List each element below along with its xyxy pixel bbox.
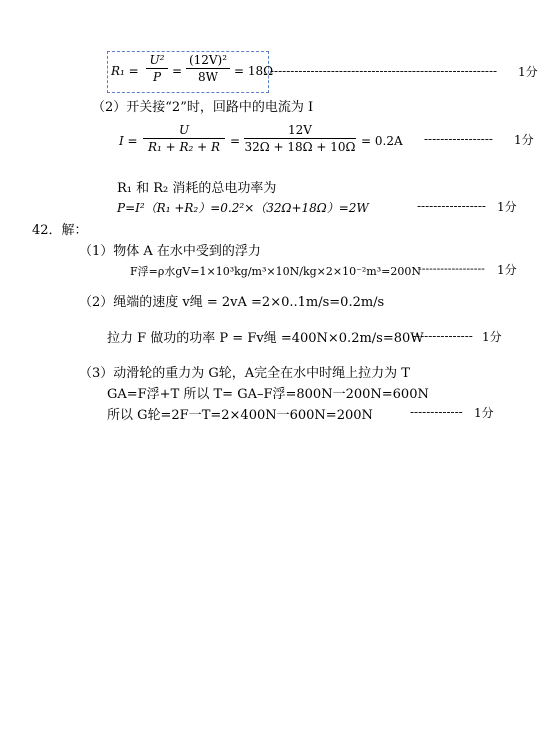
eq1-dashes: --------------------------------------------------------	[270, 64, 498, 78]
eq2-fraction-2	[244, 123, 356, 154]
q42-part1-equation: F浮=ρ水gV=1×10³kg/m³×10N/kg×2×10⁻²m³=200N	[130, 265, 421, 278]
score-mark-1: 1分	[518, 65, 538, 79]
eq1-frac2-den: 8W	[198, 70, 218, 84]
q42-part2-dashes: ---------------	[412, 329, 473, 343]
eq2-fraction-1	[143, 123, 225, 154]
eq2-lhs: I =	[119, 134, 138, 148]
eq1-fraction-2	[186, 53, 230, 84]
score-mark-2: 1分	[514, 133, 534, 147]
power-equation: P=I²（R₁ +R₂）=0.2²×（32Ω+18Ω）=2W	[117, 201, 369, 215]
power-intro: R₁ 和 R₂ 消耗的总电功率为	[117, 181, 277, 196]
q42-label: 42．解：	[32, 223, 88, 238]
q42-part2-title: （2）绳端的速度 v绳 = 2vA =2×0..1m/s=0.2m/s	[79, 295, 385, 310]
eq1-frac1-num: U²	[149, 53, 165, 67]
eq1-fraction-1	[146, 53, 168, 84]
score-mark-4: 1分	[497, 263, 517, 277]
q42-part3-dashes: -------------	[410, 405, 463, 419]
score-mark-3: 1分	[497, 200, 517, 214]
eq2-result: = 0.2A	[361, 134, 403, 148]
eq1-frac1-den: P	[152, 70, 162, 84]
eq2-frac1-den: R₁ + R₂ + R	[147, 140, 221, 154]
q42-part2-power: 拉力 F 做功的功率 P = Fv绳 =400N×0.2m/s=80W	[107, 331, 424, 346]
score-mark-6: 1分	[474, 406, 494, 420]
eq1-equals: =	[172, 64, 183, 78]
q42-part1-title: （1）物体 A 在水中受到的浮力	[79, 244, 261, 259]
eq2-equals: =	[230, 134, 241, 148]
q42-part3-equation-1: GA=F浮+T 所以 T= GA–F浮=800N一200N=600N	[107, 387, 429, 402]
eq2-frac2-num: 12V	[288, 123, 312, 137]
score-mark-5: 1分	[482, 330, 502, 344]
part2-intro: （2）开关接“2”时，回路中的电流为 I	[92, 100, 314, 115]
q42-part1-dashes: ------------------	[418, 262, 485, 275]
power-dashes: -----------------	[417, 199, 486, 213]
eq1-result: = 18Ω	[234, 64, 274, 78]
q42-part3-equation-2: 所以 G轮=2F一T=2×400N一600N=200N	[107, 408, 373, 423]
eq1-lhs: R₁ =	[111, 64, 139, 78]
eq2-frac1-num: U	[178, 123, 190, 137]
eq2-dashes: -----------------	[424, 132, 493, 146]
eq2-frac2-den: 32Ω + 18Ω + 10Ω	[244, 140, 356, 154]
q42-part3-title: （3）动滑轮的重力为 G轮，A完全在水中时绳上拉力为 T	[79, 366, 410, 381]
eq1-frac2-num: (12V)²	[188, 53, 228, 67]
